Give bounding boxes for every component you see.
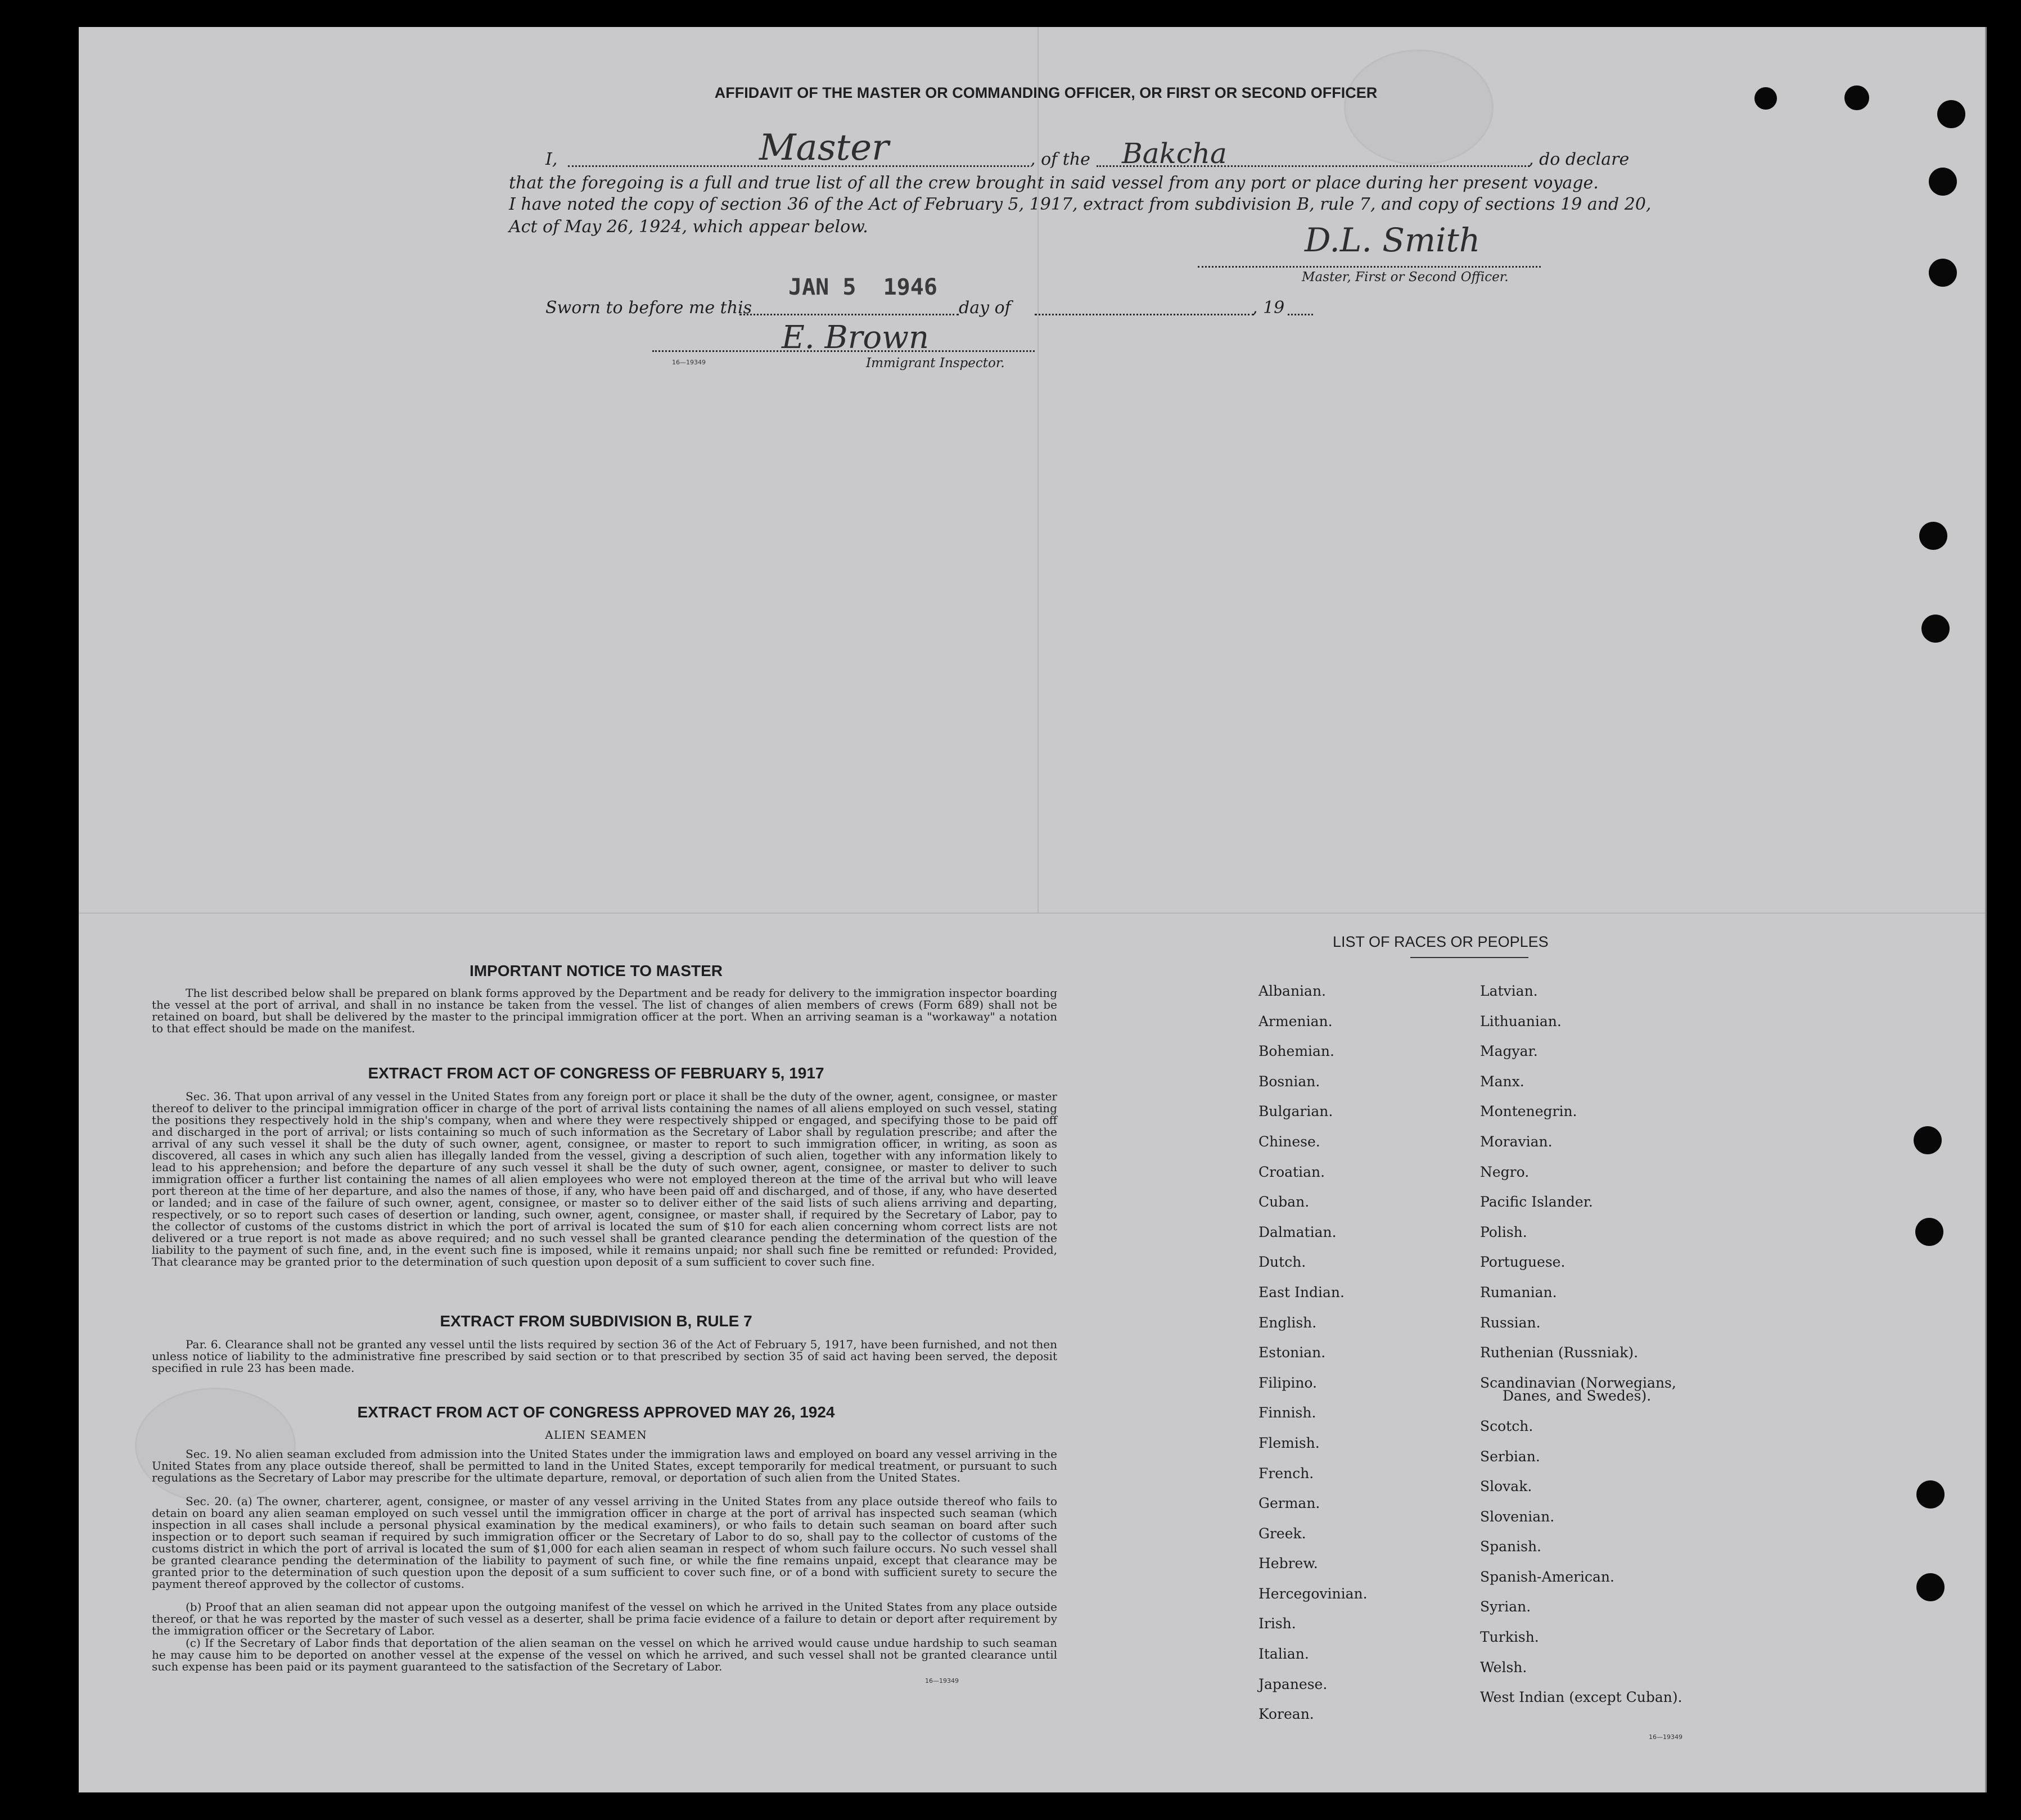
race-item: Ruthenian (Russniak). xyxy=(1480,1344,1639,1361)
sworn-prefix: Sworn to before me this xyxy=(545,298,752,318)
punch-hole xyxy=(1919,522,1947,550)
race-item: Pacific Islander. xyxy=(1480,1194,1593,1211)
date-stamp: JAN 5 1946 xyxy=(788,274,937,300)
race-item: Chinese. xyxy=(1258,1133,1320,1150)
master-signature: D.L. Smith xyxy=(1305,221,1481,259)
race-item: Estonian. xyxy=(1258,1344,1326,1361)
affidavit-line1-prefix: I, xyxy=(545,150,558,169)
act-1924-title: EXTRACT FROM ACT OF CONGRESS APPROVED MAY 26, 1924 xyxy=(357,1403,835,1421)
races-title-rule xyxy=(1410,957,1528,958)
race-item: Dalmatian. xyxy=(1258,1223,1337,1240)
race-item: Bohemian. xyxy=(1258,1043,1334,1060)
race-item: Lithuanian. xyxy=(1480,1013,1562,1029)
race-item: Irish. xyxy=(1258,1615,1296,1632)
punch-hole xyxy=(1915,1218,1943,1246)
affidavit-line2: that the foregoing is a full and true list of all the crew brought in said vessel from any port or place during her present voyage. xyxy=(509,173,1599,193)
races-column-2 xyxy=(1480,983,1682,1719)
race-item: Armenian. xyxy=(1258,1013,1333,1029)
race-item: French. xyxy=(1258,1465,1314,1482)
race-item: Hercegovinian. xyxy=(1258,1585,1368,1602)
race-item: Moravian. xyxy=(1480,1133,1553,1150)
punch-hole xyxy=(1929,259,1957,287)
sec19-body: Sec. 19. No alien seaman excluded from admission into the United States under the immigration laws and employed on board any vessel arriving in the United States from any place outside thereof, shall be permitted to land in the United States, except temporarily for medical treatment, or pursuant to such regulations as the Secretary of Labor may prescribe for the ultimate departure, removal, or deportation of such alien from the United States. xyxy=(152,1447,1057,1484)
sworn-year-line xyxy=(1288,314,1313,315)
master-handwritten: Master xyxy=(759,127,889,169)
race-item: Negro. xyxy=(1480,1163,1530,1180)
race-item: Italian. xyxy=(1258,1646,1309,1663)
notice-body: The list described below shall be prepared on blank forms approved by the Department and be ready for delivery to the immigration inspector boarding the vessel at the port of arrival, and shall in no instance be taken from the vessel. The list of changes of alien members of crews (Form 689) shall not be retained on board, but shall be delivered by the master to the principal immigration officer at the port. When an arriving seaman is a "workaway" a notation to that effect should be made on the manifest. xyxy=(152,986,1057,1035)
race-item: Spanish-American. xyxy=(1480,1568,1614,1585)
race-item: Russian. xyxy=(1480,1314,1541,1331)
sec20a-body: Sec. 20. (a) The owner, charterer, agent, consignee, or master of any vessel arriving in the United States from any place outside thereof who fails to detain on board any alien seaman employed on such vessel until the immigration officer in charge at the port of arrival has inspected such seaman (which inspection in all cases shall include a personal physical examination by the medical examiners), or who fails to detain such seaman on board after such inspection or to deport such seaman if required by such immigration officer or the Secretary of Labor to do so, shall pay to the collector of customs of the customs district in which the port of arrival is located the sum of $1,000 for each alien seaman in respect of whom such failure occurs. No such vessel shall be granted clearance pending the determination of the liability to payment of such fine, or while the fine remains unpaid, except that clearance may be granted prior to the determination of such question upon the deposit of a sum sufficient to cover such fine, or of a bond with sufficient surety to secure the payment thereof approved by the collector of customs. xyxy=(152,1494,1057,1591)
affidavit-form-number: 16—19349 xyxy=(672,359,706,366)
race-item: Finnish. xyxy=(1258,1404,1316,1421)
race-item: Slovenian. xyxy=(1480,1508,1555,1525)
affidavit-line3: I have noted the copy of section 36 of the Act of February 5, 1917, extract from subdivision B, rule 7, and copy of sections 19 and 20, xyxy=(509,195,1652,214)
race-item: Serbian. xyxy=(1480,1448,1540,1465)
race-item: Polish. xyxy=(1480,1223,1527,1240)
document-page xyxy=(79,27,1987,1792)
race-item: Montenegrin. xyxy=(1480,1103,1577,1120)
race-item: West Indian (except Cuban). xyxy=(1480,1689,1682,1706)
affidavit-line1-of: , of the xyxy=(1030,150,1090,169)
race-item: Korean. xyxy=(1258,1706,1314,1723)
signature-caption: Master, First or Second Officer. xyxy=(1302,270,1509,284)
act-1924-form-number: 16—19349 xyxy=(925,1677,959,1684)
affidavit-line4: Act of May 26, 1924, which appear below. xyxy=(509,217,868,237)
race-item: Spanish. xyxy=(1480,1538,1542,1555)
sec20b-body: (b) Proof that an alien seaman did not appear upon the outgoing manifest of the vessel on which he arrived in the United States from any place outside thereof, or that he was reported by the master of such vessel as a deserter, shall be prima facie evidence of a failure to detain or deport after requirement by the immigration officer or the Secretary of Labor. xyxy=(152,1600,1057,1637)
race-item: Slovak. xyxy=(1480,1478,1532,1495)
race-item: Scotch. xyxy=(1480,1417,1533,1434)
race-item: Portuguese. xyxy=(1480,1254,1566,1271)
race-item: Manx. xyxy=(1480,1073,1524,1090)
embossed-seal xyxy=(1344,49,1494,165)
sec20c-body: (c) If the Secretary of Labor finds that deportation of the alien seaman on the vessel on which he arrived would cause undue hardship to such seaman he may cause him to be deported on another vessel at the expense of the vessel on which he arrived, and such vessel shall not be granted clearance until such expense has been paid or its payment guaranteed to the satisfaction of the Secretary of Labor. xyxy=(152,1636,1057,1673)
punch-hole xyxy=(1937,100,1965,128)
punch-hole xyxy=(1914,1126,1942,1154)
inspector-caption: Immigrant Inspector. xyxy=(866,356,1005,371)
race-item: Scandinavian (Norwegians, xyxy=(1480,1374,1676,1391)
race-item: Magyar. xyxy=(1480,1043,1538,1060)
races-form-number: 16—19349 xyxy=(1649,1733,1682,1741)
signature-line xyxy=(1198,266,1541,268)
punch-hole xyxy=(1916,1573,1945,1601)
race-item: Cuban. xyxy=(1258,1194,1310,1211)
rule7-body: Par. 6. Clearance shall not be granted any vessel until the lists required by section 36 of the Act of February 5, 1917, have been furnished, and not then unless notice of liability to the administrative fine prescribed by said section or to that prescribed by section 35 of said act having been served, the deposit specified in rule 23 has been made. xyxy=(152,1338,1057,1375)
race-item: Greek. xyxy=(1258,1525,1306,1542)
race-item: Danes, and Swedes). xyxy=(1503,1388,1652,1404)
race-item: Hebrew. xyxy=(1258,1555,1318,1572)
race-item: Welsh. xyxy=(1480,1659,1527,1676)
race-item: Croatian. xyxy=(1258,1163,1325,1180)
races-column-1 xyxy=(1258,983,1368,1736)
race-item: German. xyxy=(1258,1495,1320,1512)
inspector-signature: E. Brown xyxy=(782,319,930,356)
race-item: Turkish. xyxy=(1480,1629,1539,1646)
alien-seamen-subtitle: ALIEN SEAMEN xyxy=(545,1428,647,1442)
race-item: Rumanian. xyxy=(1480,1284,1557,1300)
sworn-date-line xyxy=(739,314,959,315)
race-item: Albanian. xyxy=(1258,983,1327,999)
race-item: Japanese. xyxy=(1258,1676,1328,1692)
punch-hole xyxy=(1916,1480,1945,1509)
affidavit-title: AFFIDAVIT OF THE MASTER OR COMMANDING OFFICER, OR FIRST OR SECOND OFFICER xyxy=(714,84,1378,101)
race-item: Filipino. xyxy=(1258,1374,1317,1391)
race-item: Flemish. xyxy=(1258,1434,1320,1451)
races-title: LIST OF RACES OR PEOPLES xyxy=(1333,933,1549,950)
vessel-handwritten: Bakcha xyxy=(1122,137,1227,170)
race-item: Syrian. xyxy=(1480,1598,1531,1615)
race-item: Bosnian. xyxy=(1258,1073,1320,1090)
sworn-day-of: day of xyxy=(959,298,1011,318)
act-1917-body: Sec. 36. That upon arrival of any vessel in the United States from any foreign port or place it shall be the duty of the owner, agent, consignee, or master thereof to deliver to the principal immigration officer in charge of the port of arrival lists containing the names of all aliens employed on such vessel, stating the positions they respectively hold in the ship's company, when and where they were respectively shipped or engaged, and specifying those to be paid off and discharged in the port of arrival; or lists containing so much of such information as the Secretary of Labor shall by regulation prescribe; and after the arrival of any such vessel it shall be the duty of such owner, agent, consignee, or master to report to such immigration officer, in writing, as soon as discovered, all cases in which any such alien has illegally landed from the vessel, giving a description of such alien, together with any information likely to lead to his apprehension; and before the departure of any such vessel it shall be the duty of such owner, agent, consignee, or master to deliver to such immigration officer a further list containing the names of all alien employees who were not employed thereon at the time of the arrival but who will leave port thereon at the time of her departure, and also the names of those, if any, who have been paid off and discharged, and of those, if any, who have deserted or landed; and in case of the failure of such owner, agent, consignee, or master so to deliver either of the said lists of such aliens arriving and departing, respectively, or so to report such cases of desertion or landing, such owner, agent, consignee, or master shall, if required by the Secretary of Labor, pay to the collector of customs of the customs district in which the port of arrival is located the sum of $10 for each alien concerning whom correct lists are not delivered or a true report is not made as above required; and no such vessel shall be granted clearance pending the determination of the question of the liability to the payment of such fine, and, in the event such fine is imposed, while it remains unpaid; nor shall such fine be remitted or refunded: Provided, That clearance may be granted prior to the determination of such question upon deposit of a sum sufficient to cover such fine. xyxy=(152,1090,1057,1268)
race-item: East Indian. xyxy=(1258,1284,1345,1300)
affidavit-line1-suffix: , do declare xyxy=(1528,150,1630,169)
race-item: Bulgarian. xyxy=(1258,1103,1333,1120)
sworn-year: , 19 xyxy=(1252,298,1285,318)
notice-title: IMPORTANT NOTICE TO MASTER xyxy=(469,962,723,979)
rule7-title: EXTRACT FROM SUBDIVISION B, RULE 7 xyxy=(440,1312,752,1330)
race-item: Latvian. xyxy=(1480,983,1538,999)
race-item: English. xyxy=(1258,1314,1317,1331)
inspector-line xyxy=(652,350,1035,352)
race-item: Dutch. xyxy=(1258,1254,1306,1271)
punch-hole xyxy=(1921,615,1950,643)
sworn-month-line xyxy=(1035,314,1254,315)
act-1917-title: EXTRACT FROM ACT OF CONGRESS OF FEBRUARY 5, 1917 xyxy=(368,1064,824,1082)
punch-hole xyxy=(1929,168,1957,196)
